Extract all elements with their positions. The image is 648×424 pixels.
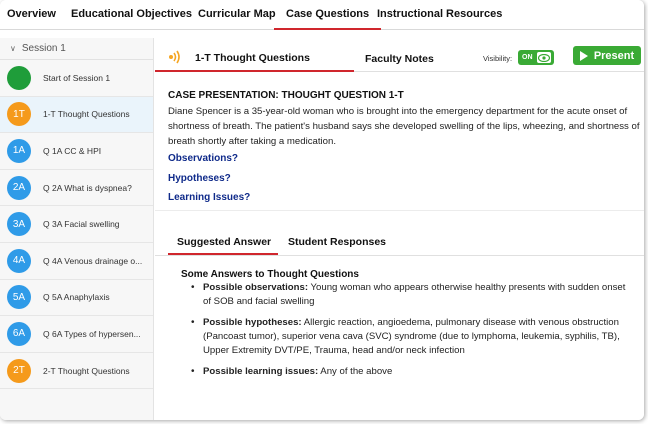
answer-label: Possible observations: [203,282,309,293]
toggle-on-label: ON [522,54,533,61]
sidebar-item-label: Q 1A CC & HPI [43,145,102,156]
question-badge: 1T [7,102,31,126]
answer-subtabs [155,228,644,256]
answer-line: Upper Extremity DVT/PE, Trauma, head and/or neck infection [203,345,465,356]
answer-list [181,281,641,379]
question-badge: 3A [7,212,31,236]
case-body [168,104,640,149]
answer-item [181,316,641,358]
answer-line: of SOB and facial swelling [203,296,315,307]
question-badge: 5A [7,285,31,309]
sidebar-item[interactable] [0,170,153,207]
present-button[interactable] [573,46,641,65]
session-header[interactable] [0,38,153,60]
question-badge: 4A [7,249,31,273]
answer-text: Young woman who appears otherwise healthy presents with sudden onset [308,282,626,293]
sidebar-item[interactable] [0,243,153,280]
tab-suggested-answer[interactable]: Suggested Answer [177,236,272,248]
question-badge: 1A [7,139,31,163]
sidebar-item-label: 1-T Thought Questions [43,109,130,120]
sidebar-item-label: Q 3A Facial swelling [43,219,120,230]
section-divider [155,210,644,211]
case-body-line: breath shortly after taking a medication. [168,136,336,147]
main-panel [155,38,644,420]
answer-text: Any of the above [318,366,393,377]
sidebar-item[interactable] [0,60,153,97]
answers-heading: Some Answers to Thought Questions [181,269,359,280]
answer-line [203,281,641,295]
sidebar-item[interactable] [0,316,153,353]
sidebar-item-label: Q 6A Types of hypersen... [43,328,141,339]
question-badge: 2T [7,359,31,383]
sidebar-list [0,60,153,389]
sidebar-item[interactable] [0,280,153,317]
sidebar-item-label: Q 5A Anaphylaxis [43,292,110,303]
suggested-answer-content [181,269,641,379]
answer-line [203,365,641,379]
tab-curricular-map[interactable]: Curricular Map [198,8,276,20]
answer-text: Allergic reaction, angioedema, pulmonary disease with venous obstruction [301,317,619,328]
answer-line [203,316,641,330]
tab-student-responses[interactable]: Student Responses [288,236,387,248]
tab-overview[interactable]: Overview [7,8,56,20]
hypotheses-link[interactable]: Hypotheses? [168,173,231,184]
tab-instructional-resources[interactable]: Instructional Resources [377,8,503,20]
question-badge: 2A [7,176,31,200]
visibility-toggle[interactable] [518,50,554,65]
answer-item [181,281,641,309]
present-label: Present [593,49,635,62]
answer-label: Possible hypotheses: [203,317,302,328]
case-body-line: shortness of breath. The patient's husband says she developed swelling of the lips, wheezing, and shortness of [168,121,640,132]
case-heading: CASE PRESENTATION: THOUGHT QUESTION 1-T [168,90,404,101]
observations-link[interactable]: Observations? [168,153,239,164]
sidebar-item-label: Start of Session 1 [43,72,111,83]
play-icon [580,51,588,61]
visibility-label: Visibility: [483,54,513,63]
sidebar-item-label: 2-T Thought Questions [43,365,130,376]
sidebar-item[interactable] [0,206,153,243]
question-sidebar [0,38,154,420]
sidebar-item-label: Q 4A Venous drainage o... [43,255,143,266]
answer-line: (Pancoast tumor), superior vena cava (SVC) syndrome (due to lymphoma, leukemia, syphilis, TB), [203,331,620,342]
learning-issues-link[interactable]: Learning Issues? [168,192,251,203]
case-body-line: Diane Spencer is a 35-year-old woman who is brought into the emergency department for the acute onset of [168,106,628,117]
sidebar-item-label: Q 2A What is dyspnea? [43,182,132,193]
eye-icon [537,52,551,63]
case-presentation [168,90,640,149]
session-label: Session 1 [21,43,66,54]
answer-item [181,365,641,379]
top-nav [0,0,644,30]
sidebar-item[interactable] [0,133,153,170]
sidebar-item[interactable] [0,353,153,390]
broadcast-icon [168,50,184,64]
faculty-notes-tab[interactable]: Faculty Notes [365,53,434,65]
sidebar-item[interactable] [0,97,153,134]
tab-case-questions[interactable]: Case Questions [286,8,370,20]
question-title[interactable]: 1-T Thought Questions [195,52,310,64]
question-badge [7,66,31,90]
tab-educational-objectives[interactable]: Educational Objectives [71,8,193,20]
question-badge: 6A [7,322,31,346]
question-header [155,38,644,72]
answer-label: Possible learning issues: [203,366,319,377]
active-tab-underline [155,70,354,72]
chevron-down-icon: ∨ [10,44,16,53]
